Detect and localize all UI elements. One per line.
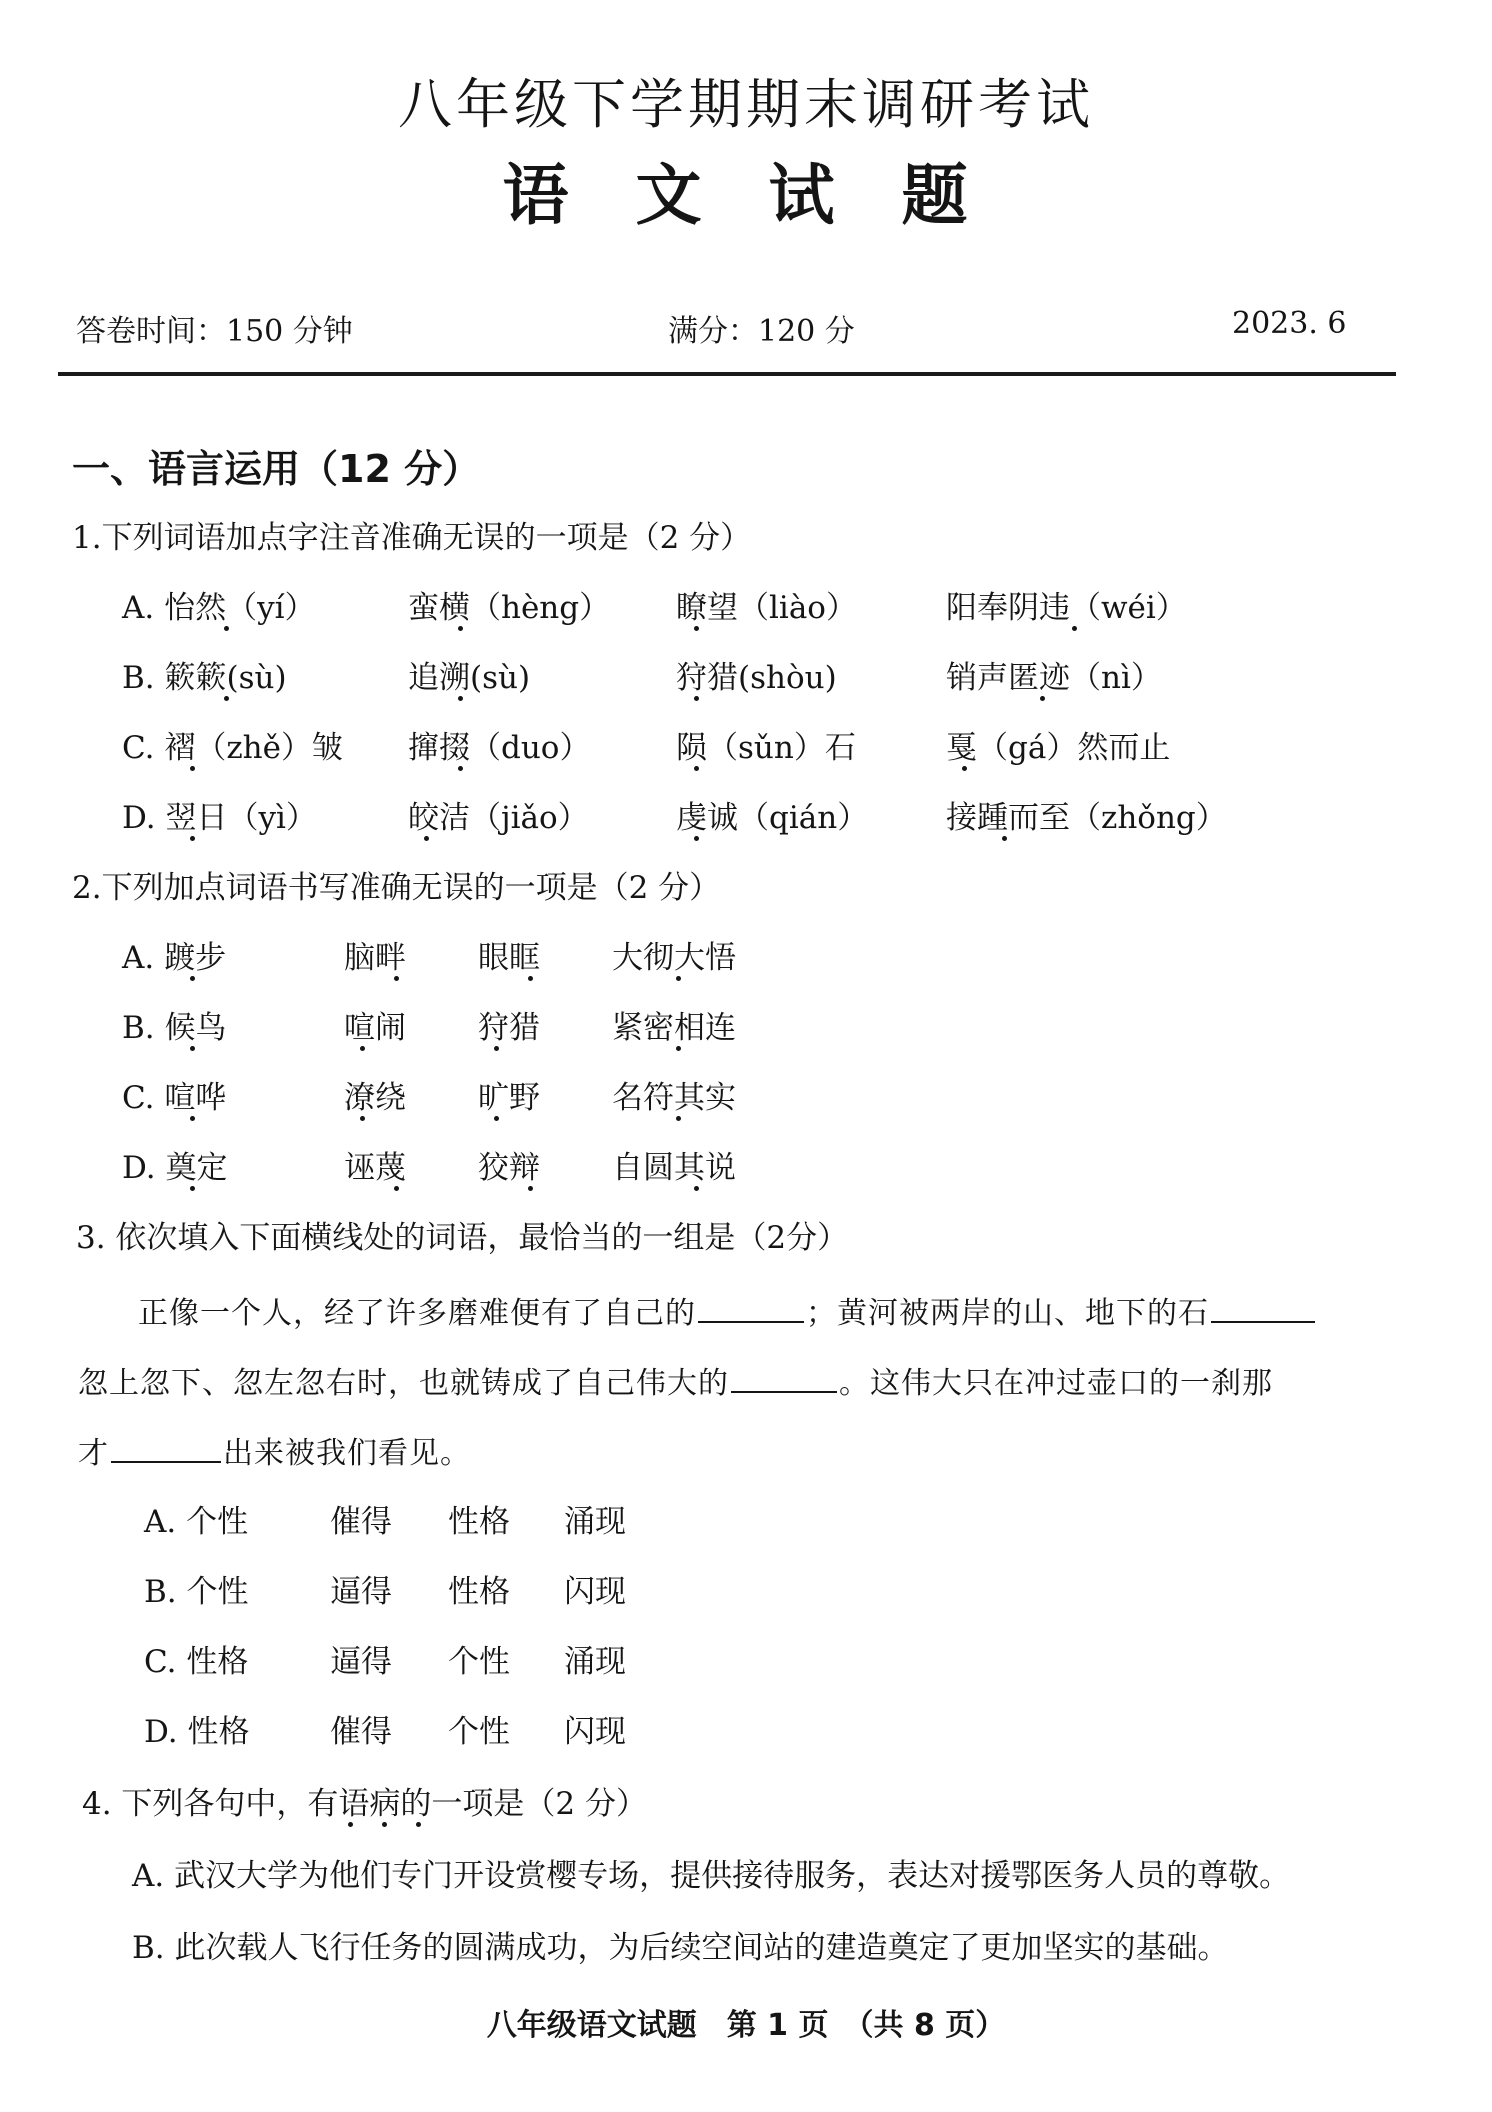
time-label: 答卷时间：150 分钟: [76, 314, 353, 349]
passage-text: 出来被我们看见。: [223, 1436, 471, 1471]
q2-option-a-2: 脑畔: [344, 940, 406, 976]
emphasis-dot: [1002, 836, 1007, 841]
q3-option-a-1: A. 个性: [144, 1504, 249, 1540]
emphasis-dot: [394, 976, 399, 981]
fill-blank: [1211, 1291, 1315, 1323]
passage-text: 才: [78, 1436, 109, 1471]
q2-option-a-4: 大彻大悟: [612, 940, 736, 976]
q1-option-b-4: 销声匿迹（nì）: [946, 660, 1162, 696]
section-heading: 一、语言运用（12 分）: [72, 447, 481, 491]
emphasis-dot: [458, 696, 463, 701]
q1-option-c-2: 撺掇（duo）: [408, 730, 591, 766]
emphasis-dot: [494, 1116, 499, 1121]
fill-blank: [111, 1431, 221, 1463]
emphasis-dot: [458, 626, 463, 631]
emphasis-dot: [190, 1116, 195, 1121]
q1-option-d-4: 接踵而至（zhǒng）: [946, 800, 1227, 836]
emphasis-dot: [676, 1046, 681, 1051]
q2-option-c-4: 名符其实: [612, 1080, 736, 1116]
emphasis-dot: [694, 626, 699, 631]
emphasis-dot: [528, 1186, 533, 1191]
emphasis-dot: [382, 1822, 387, 1827]
emphasis-dot: [190, 1046, 195, 1051]
emphasis-dot: [190, 976, 195, 981]
passage-text: ；黄河被两岸的山、地下的石: [806, 1296, 1209, 1331]
emphasis-dot: [694, 696, 699, 701]
q3-passage-line-1: [138, 1288, 1317, 1332]
q3-passage-line-2: [78, 1358, 1273, 1402]
q4-option-b: B. 此次载人飞行任务的圆满成功，为后续空间站的建造奠定了更加坚实的基础。: [132, 1930, 1229, 1966]
emphasis-dot: [348, 1822, 353, 1827]
emphasis-dot: [1040, 696, 1045, 701]
q1-option-d-1: D. 翌日（yì）: [122, 800, 317, 836]
q1-option-c-3: 陨（sǔn）石: [676, 730, 856, 766]
page-footer: 八年级语文试题 第 1 页 （共 8 页）: [486, 2008, 1006, 2043]
q1-option-b-3: 狩猎(shòu): [676, 660, 837, 696]
q4-option-a: A. 武汉大学为他们专门开设赏樱专场，提供接待服务，表达对援鄂医务人员的尊敬。: [132, 1858, 1291, 1894]
passage-text: 。这伟大只在冲过壶口的一刹那: [839, 1366, 1273, 1401]
q2-option-c-1: C. 喧哗: [122, 1080, 227, 1116]
passage-text: 忽上忽下、忽左忽右时，也就铸成了自己伟大的: [78, 1366, 729, 1401]
q1-option-c-1: C. 褶（zhě）皱: [122, 730, 343, 766]
q2-option-b-4: 紧密相连: [612, 1010, 736, 1046]
exam-date: 2023. 6: [1232, 306, 1347, 341]
q3-option-c-2: 逼得: [330, 1644, 392, 1680]
emphasis-dot: [190, 836, 195, 841]
q2-option-d-3: 狡辩: [478, 1150, 540, 1186]
emphasis-dot: [416, 1822, 421, 1827]
q3-option-d-2: 催得: [330, 1714, 392, 1750]
q3-option-b-4: 闪现: [564, 1574, 626, 1610]
q1-option-c-4: 戛（gá）然而止: [946, 730, 1171, 766]
q3-option-b-2: 逼得: [330, 1574, 392, 1610]
emphasis-dot: [224, 696, 229, 701]
exam-title: 八年级下学期期末调研考试: [398, 73, 1094, 136]
q1-option-a-3: 瞭望（liào）: [676, 590, 857, 626]
fill-blank: [731, 1361, 837, 1393]
q3-option-b-1: B. 个性: [144, 1574, 249, 1610]
q3-option-c-4: 涌现: [564, 1644, 626, 1680]
q2-option-a-1: A. 踱步: [122, 940, 227, 976]
q3-option-a-4: 涌现: [564, 1504, 626, 1540]
q2-option-d-1: D. 奠定: [122, 1150, 228, 1186]
q1-option-a-2: 蛮横（hèng）: [408, 590, 611, 626]
q3-option-d-3: 个性: [448, 1714, 510, 1750]
emphasis-dot: [224, 626, 229, 631]
q3-option-c-3: 个性: [448, 1644, 510, 1680]
q2-option-b-3: 狩猎: [478, 1010, 540, 1046]
emphasis-dot: [424, 836, 429, 841]
q2-option-d-4: 自圆其说: [612, 1150, 736, 1186]
emphasis-dot: [694, 836, 699, 841]
q1-option-d-3: 虔诚（qián）: [676, 800, 869, 836]
question-1-stem: 1.下列词语加点字注音准确无误的一项是（2 分）: [72, 520, 752, 556]
q2-option-c-3: 旷野: [478, 1080, 540, 1116]
q3-option-a-3: 性格: [448, 1504, 510, 1540]
emphasis-dot: [394, 1186, 399, 1191]
emphasis-dot: [458, 766, 463, 771]
q3-option-d-1: D. 性格: [144, 1714, 250, 1750]
emphasis-dot: [694, 1186, 699, 1191]
q3-option-c-1: C. 性格: [144, 1644, 249, 1680]
question-3-stem: 3. 依次填入下面横线处的词语，最恰当的一组是（2分）: [76, 1220, 849, 1256]
emphasis-dot: [190, 766, 195, 771]
emphasis-dot: [676, 1116, 681, 1121]
q2-option-a-3: 眼眶: [478, 940, 540, 976]
q3-option-b-3: 性格: [448, 1574, 510, 1610]
q1-option-a-1: A. 怡然（yí）: [122, 590, 316, 626]
q2-option-c-2: 潦绕: [344, 1080, 406, 1116]
q3-option-a-2: 催得: [330, 1504, 392, 1540]
q3-option-d-4: 闪现: [564, 1714, 626, 1750]
emphasis-dot: [494, 1046, 499, 1051]
exam-subtitle: 语 文 试 题: [502, 157, 990, 234]
q1-option-b-1: B. 簌簌(sù): [122, 660, 287, 696]
emphasis-dot: [1072, 626, 1077, 631]
emphasis-dot: [694, 766, 699, 771]
emphasis-dot: [528, 976, 533, 981]
question-2-stem: 2.下列加点词语书写准确无误的一项是（2 分）: [72, 870, 721, 906]
score-label: 满分：120 分: [668, 314, 855, 349]
q2-option-b-2: 喧闹: [344, 1010, 406, 1046]
q1-option-d-2: 皎洁（jiǎo）: [408, 800, 589, 836]
q1-option-b-2: 追溯(sù): [408, 660, 531, 696]
passage-text: 正像一个人，经了许多磨难便有了自己的: [138, 1296, 696, 1331]
fill-blank: [698, 1291, 804, 1323]
header-divider: [58, 372, 1396, 376]
q3-passage-line-3: [78, 1428, 471, 1472]
q2-option-b-1: B. 候鸟: [122, 1010, 227, 1046]
emphasis-dot: [676, 976, 681, 981]
emphasis-dot: [962, 766, 967, 771]
q2-option-d-2: 诬蔑: [344, 1150, 406, 1186]
q1-option-a-4: 阳奉阴违（wéi）: [946, 590, 1187, 626]
emphasis-dot: [190, 1186, 195, 1191]
question-4-stem: 4. 下列各句中，有语病的一项是（2 分）: [82, 1786, 648, 1822]
emphasis-dot: [360, 1046, 365, 1051]
emphasis-dot: [360, 1116, 365, 1121]
